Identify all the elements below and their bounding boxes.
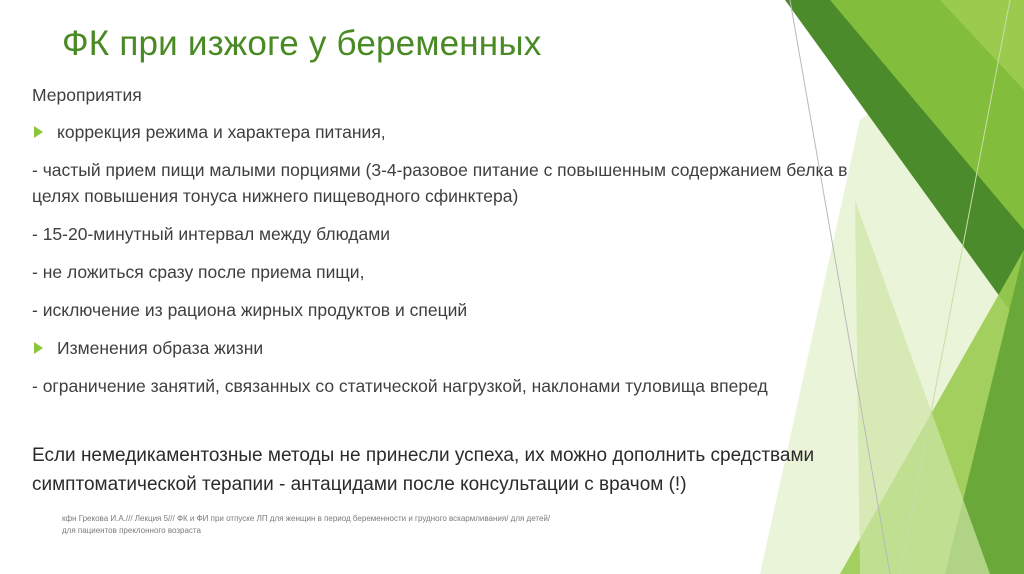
bullet-item xyxy=(32,119,862,145)
dash-item: - исключение из рациона жирных продуктов и специй xyxy=(32,300,468,320)
footnote: кфн Грекова И.А./// Лекция 5/// ФК и ФИ при отпуске ЛП для женщин в период беременности и грудного вскармливания/ для детей/ для пациентов преклонного возраста xyxy=(62,514,551,535)
dash-item: - ограничение занятий, связанных со статической нагрузкой, наклонами туловища вперед xyxy=(32,376,768,396)
dash-item: - частый прием пищи малыми порциями (3-4-разовое питание с повышенным содержанием белка в целях повышения тонуса нижнего пищеводного сфинктера) xyxy=(32,160,848,206)
bullet-text: коррекция режима и характера питания, xyxy=(57,122,386,142)
dash-item: - не ложиться сразу после приема пищи, xyxy=(32,262,365,282)
green-triangle-bullet-icon xyxy=(34,342,43,354)
section-heading: Мероприятия xyxy=(32,85,142,105)
slide-title: ФК при изжоге у беременных xyxy=(62,24,542,63)
bullet-text: Изменения образа жизни xyxy=(57,338,264,358)
bullet-item xyxy=(32,335,862,361)
slide-body xyxy=(32,82,862,411)
dash-item: - 15-20-минутный интервал между блюдами xyxy=(32,224,391,244)
conclusion-text: Если немедикаментозные методы не принесли успеха, их можно дополнить средствами симптоматической терапии - антацидами после консультации с врачом (!) xyxy=(32,445,815,495)
green-triangle-bullet-icon xyxy=(34,126,43,138)
